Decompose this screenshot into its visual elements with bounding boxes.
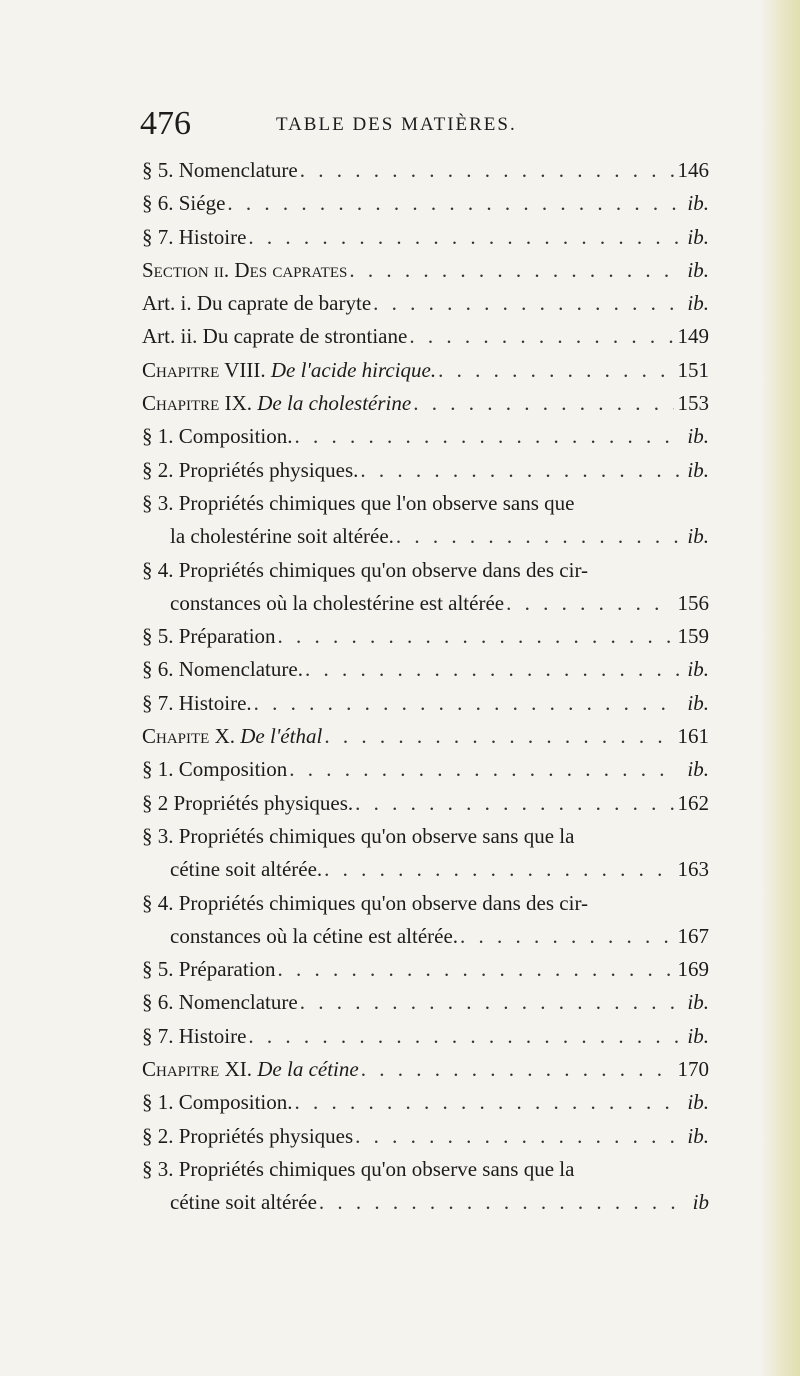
toc-entry-label: § 2 Propriétés physiques. <box>142 790 354 815</box>
toc-entry-continuation <box>142 587 709 620</box>
toc-entry-page: ib. <box>687 757 709 782</box>
page-number: 476 <box>140 105 191 142</box>
toc-entry-page: ib. <box>687 990 709 1015</box>
toc-entry-label <box>142 354 436 387</box>
page-header <box>140 104 700 144</box>
toc-entry <box>142 1020 709 1053</box>
toc-entry <box>142 1153 709 1186</box>
toc-entry-label: § 6. Nomenclature. <box>142 657 303 682</box>
toc-entry <box>142 986 709 1019</box>
toc-entry-label: § 2. Propriétés physiques. <box>142 457 359 482</box>
toc-entry-page: 153 <box>677 391 709 416</box>
toc-entry-label: § 1. Composition <box>142 757 288 782</box>
toc-entry-continuation <box>142 520 709 553</box>
toc-entry <box>142 420 709 453</box>
toc-entry <box>142 187 709 220</box>
toc-entry-label: Art. i. Du caprate de baryte <box>142 291 372 316</box>
dot-leader <box>355 1120 679 1153</box>
toc-article-entry <box>142 287 709 320</box>
toc-entry-label <box>142 387 411 420</box>
toc-entry-page: 167 <box>677 923 709 948</box>
toc-entry-label: § 5. Préparation <box>142 957 276 982</box>
toc-article-entry <box>142 320 709 353</box>
toc-entry-page: 170 <box>677 1057 709 1082</box>
toc-entry <box>142 221 709 254</box>
toc-entry <box>142 787 709 820</box>
toc-entry-label: § 7. Histoire. <box>142 690 252 715</box>
toc-entry-page: ib. <box>687 690 709 715</box>
toc-entry-continuation <box>142 920 709 953</box>
chapter-title: De l'acide hircique. <box>270 357 437 382</box>
toc-entry-page: ib. <box>687 1090 709 1115</box>
toc-entry-page: ib. <box>687 1023 709 1048</box>
toc-entry-label: § 6. Siége <box>142 191 226 216</box>
toc-entry-label: Art. ii. Du caprate de strontiane <box>142 324 408 349</box>
dot-leader <box>438 354 673 387</box>
dot-leader <box>506 587 673 620</box>
toc-entry-label: § 5. Nomenclature <box>142 158 298 182</box>
toc-chapter-entry <box>142 387 709 420</box>
toc-entry-label: § 7. Histoire <box>142 1023 247 1048</box>
toc-entry-page: 146 <box>677 158 709 182</box>
dot-leader <box>396 520 679 553</box>
toc-entry-label: § 2. Propriétés physiques <box>142 1123 354 1148</box>
chapter-title: De la cétine <box>257 1057 359 1082</box>
dot-leader <box>349 254 679 287</box>
dot-leader <box>295 420 679 453</box>
toc-entry-label: § 7. Histoire <box>142 224 247 249</box>
dot-leader <box>278 953 674 986</box>
toc-entry-continuation <box>142 1186 709 1219</box>
dot-leader <box>361 1053 674 1086</box>
toc-entry <box>142 454 709 487</box>
toc-entry <box>142 620 709 653</box>
dot-leader <box>319 1186 679 1219</box>
toc-entry-page: ib. <box>687 191 709 216</box>
page-edge-shading <box>760 0 800 1376</box>
toc-entry-page: 151 <box>677 357 709 382</box>
chapter-number: Chapite X. <box>142 724 235 749</box>
toc-entry-label <box>142 720 322 753</box>
toc-entry-page: 156 <box>677 590 709 615</box>
toc-entry <box>142 653 709 686</box>
dot-leader <box>248 1020 679 1053</box>
dot-leader <box>373 287 679 320</box>
chapter-number: Chapitre XI. <box>142 1057 252 1082</box>
toc-entry-page: 162 <box>677 790 709 815</box>
dot-leader <box>324 853 673 886</box>
dot-leader <box>360 454 679 487</box>
toc-entry <box>142 953 709 986</box>
dot-leader <box>409 320 673 353</box>
running-title: TABLE DES MATIÈRES. <box>276 114 517 135</box>
toc-entry-page: ib. <box>687 257 709 282</box>
toc-entry <box>142 554 709 587</box>
toc-entry-page: ib. <box>687 457 709 482</box>
toc-entry-label: Section ii. Des caprates <box>142 257 348 282</box>
toc-entry-page: 159 <box>677 624 709 649</box>
toc-entry-page: 169 <box>677 957 709 982</box>
toc-entry-page: ib <box>692 1190 709 1215</box>
toc-chapter-entry <box>142 354 709 387</box>
toc-entry <box>142 887 709 920</box>
toc-entry-label: cétine soit altérée <box>170 1190 317 1215</box>
toc-entry-label: constances où la cholestérine est altérée <box>170 590 505 615</box>
chapter-number: Chapitre VIII. <box>142 357 266 382</box>
toc-entry-label <box>142 1053 359 1086</box>
toc-entry-label: § 6. Nomenclature <box>142 990 298 1015</box>
dot-leader <box>278 620 674 653</box>
dot-leader <box>355 787 673 820</box>
toc-entry-label: cétine soit altérée. <box>170 857 323 882</box>
toc-entry-page: ib. <box>687 424 709 449</box>
toc-entry <box>142 154 709 187</box>
dot-leader <box>300 154 674 187</box>
chapter-title: De la cholestérine <box>257 391 412 416</box>
toc-entry <box>142 753 709 786</box>
toc-entry-label: § 1. Composition. <box>142 424 293 449</box>
toc-chapter-entry <box>142 1053 709 1086</box>
toc-entry-page: 163 <box>677 857 709 882</box>
toc-entry-page: 149 <box>677 324 709 349</box>
toc-entry-page: ib. <box>687 224 709 249</box>
toc-entry-label: § 4. Propriétés chimiques qu'on observe dans des cir- <box>142 890 589 915</box>
toc-entry-label: la cholestérine soit altérée. <box>170 524 394 549</box>
dot-leader <box>460 920 673 953</box>
toc-entry <box>142 687 709 720</box>
toc-entry-label: § 1. Composition. <box>142 1090 293 1115</box>
chapter-title: De l'éthal <box>240 724 323 749</box>
dot-leader <box>300 986 679 1019</box>
toc-entry-label: § 3. Propriétés chimiques qu'on observe sans que la <box>142 1156 575 1181</box>
toc-entry-page: ib. <box>687 524 709 549</box>
toc-entry-label: constances où la cétine est altérée. <box>170 923 459 948</box>
toc-entry-label: § 5. Préparation <box>142 624 276 649</box>
toc-entry <box>142 1120 709 1153</box>
dot-leader <box>289 753 679 786</box>
dot-leader <box>254 687 679 720</box>
toc-entry-label: § 3. Propriétés chimiques que l'on observe sans que <box>142 490 575 515</box>
toc-entry-continuation <box>142 853 709 886</box>
toc-chapter-entry <box>142 720 709 753</box>
toc-entry-label: § 4. Propriétés chimiques qu'on observe dans des cir- <box>142 557 589 582</box>
toc-entry-page: ib. <box>687 1123 709 1148</box>
dot-leader <box>227 187 679 220</box>
dot-leader <box>295 1086 679 1119</box>
table-of-contents <box>142 154 709 1220</box>
toc-entry-page: ib. <box>687 657 709 682</box>
dot-leader <box>305 653 679 686</box>
dot-leader <box>324 720 673 753</box>
toc-entry-page: 161 <box>677 724 709 749</box>
chapter-number: Chapitre IX. <box>142 391 252 416</box>
dot-leader <box>248 221 679 254</box>
toc-section-entry <box>142 254 709 287</box>
toc-entry <box>142 487 709 520</box>
toc-entry-label: § 3. Propriétés chimiques qu'on observe sans que la <box>142 823 575 848</box>
toc-entry <box>142 1086 709 1119</box>
toc-entry <box>142 820 709 853</box>
dot-leader <box>413 387 673 420</box>
toc-entry-page: ib. <box>687 291 709 316</box>
